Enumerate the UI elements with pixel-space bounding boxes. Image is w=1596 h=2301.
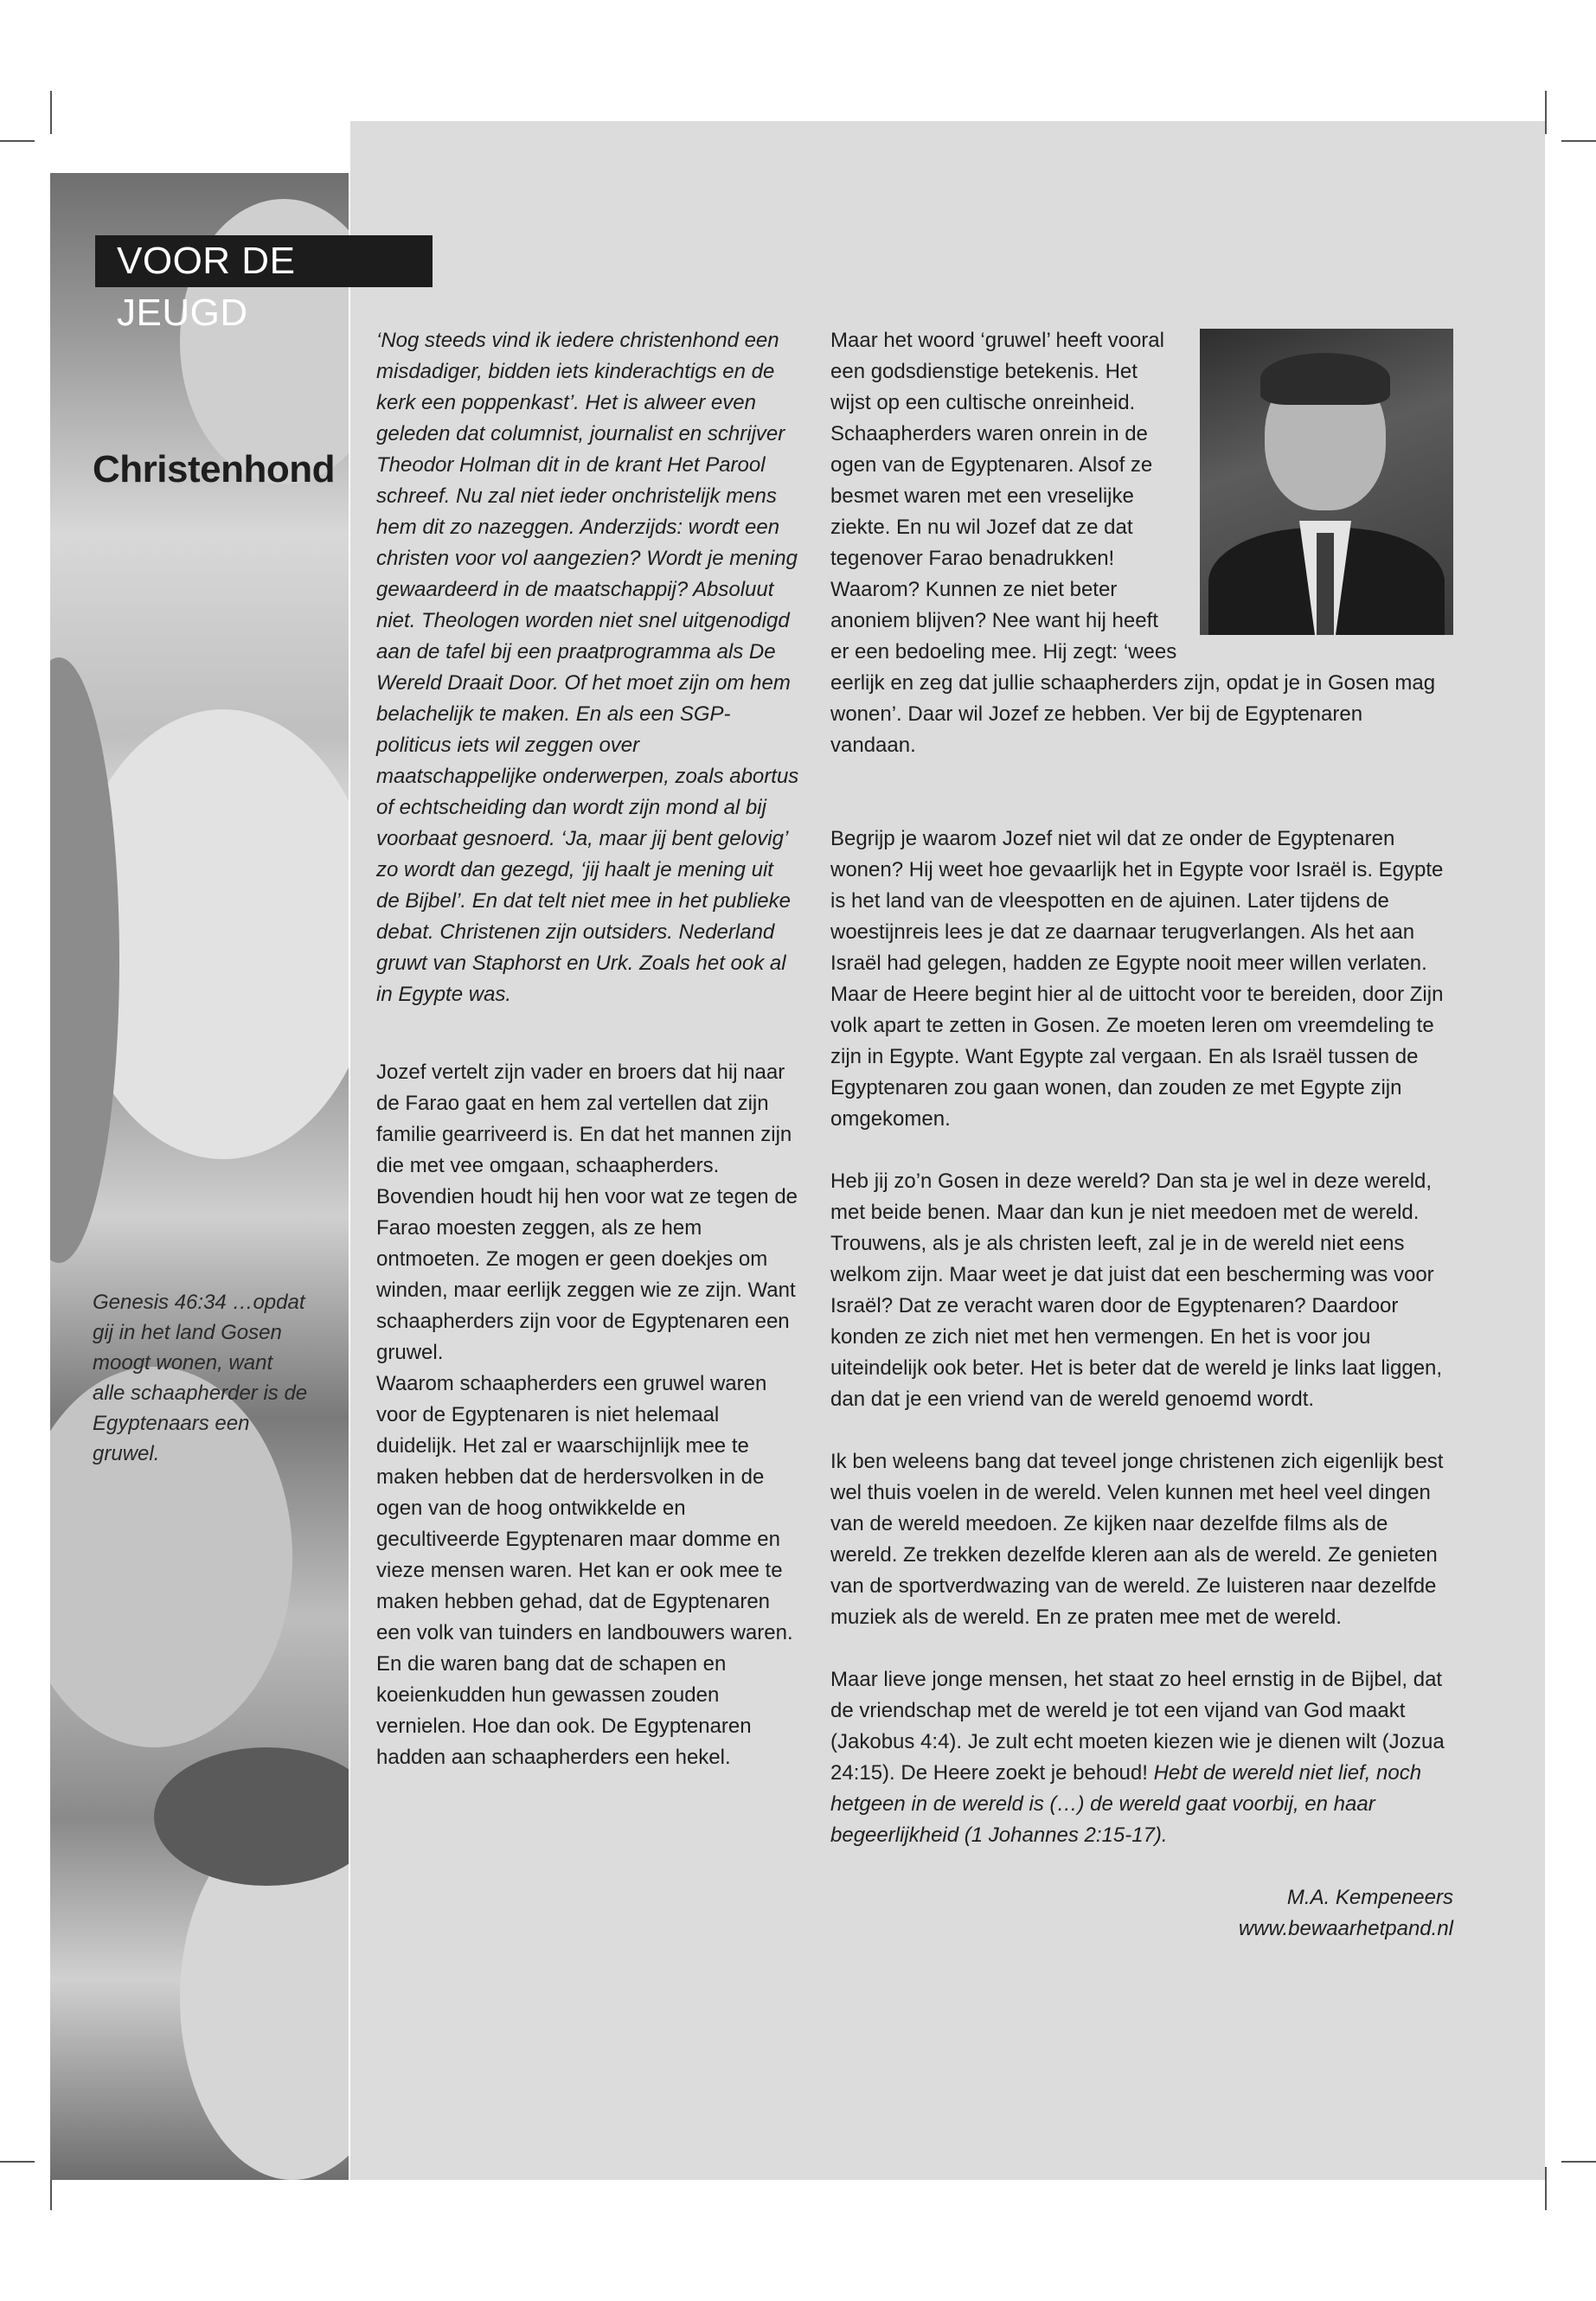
paragraph (830, 1664, 1453, 1851)
crop-mark (0, 2161, 35, 2163)
author-website[interactable]: www.bewaarhetpand.nl (1238, 1917, 1453, 1940)
bible-quote: Hebt de wereld niet lief, noch hetgeen in de wereld is (…) de wereld gaat voorbij, en haar begeerlijkheid (1 Johannes 2:15-17). (830, 1761, 1422, 1847)
crop-mark (50, 91, 52, 134)
paragraph: Heb jij zo’n Gosen in deze wereld? Dan sta je wel in deze wereld, met beide benen. Maar dan kun je niet meedoen met de wereld. Trouwens, als je als christen leeft, zal je in de wereld niet eens welkom zijn. Maar weet je dat juist dat een bescherming was voor Israël? Dat ze veracht waren door de Egyptenaren? Daardoor konden ze zich niet met hen vermengen. En het is voor jou uiteindelijk ook beter. Het is beter dat de wereld je links laat liggen, dan dat je een vriend van de wereld genoemd wordt. (830, 1170, 1443, 1411)
crop-mark (0, 140, 35, 142)
crop-mark (1545, 91, 1547, 134)
author-name: M.A. Kempeneers (1286, 1886, 1453, 1909)
paragraph: Jozef vertelt zijn vader en broers dat hij naar de Farao gaat en hem zal vertellen dat zijn familie gearriveerd is. En dat het mannen zijn die met vee omgaan, schaapherders. Bovendien houdt hij hen voor wat ze tegen de Farao moesten zeggen, als ze hem ontmoeten. Ze mogen er geen doekjes om winden, maar eerlijk zeggen wie ze zijn. Want schaapherders zijn voor de Egyptenaren een gruwel. (376, 1061, 798, 1364)
author-photo (1200, 329, 1453, 635)
paragraph: Begrijp je waarom Jozef niet wil dat ze onder de Egyptenaren wonen? Hij weet hoe gevaarlijk het in Egypte voor Israël is. Egypte is het land van de vleespotten en de ajuinen. Later tijdens de woestijnreis lees je dat ze daarnaar terugverlangen. Als het aan Israël had gelegen, hadden ze Egypte nooit meer willen verlaten. Maar de Heere begint hier al de uittocht voor te bereiden, door Zijn volk apart te zetten in Gosen. Ze moeten leren om vreemdeling te zijn in Egypte. Want Egypte zal vergaan. En als Israël tussen de Egyptenaren zou gaan wonen, dan zouden ze met Egypte zijn omgekomen. (830, 827, 1444, 1131)
paragraph-text: Maar lieve jonge mensen, het staat zo heel ernstig in de Bijbel, dat de vriendschap met de wereld je tot een vijand van God maakt (Jakobus 4:4). Je zult echt moeten kiezen wie je dienen wilt (Jozua 24:15). De Heere zoekt je behoud! (830, 1668, 1445, 1785)
section-label: VOOR DE JEUGD (95, 235, 433, 287)
sidebar-verse (93, 1287, 309, 1469)
paragraph: Waarom schaapherders een gruwel waren voor de Egyptenaren is niet helemaal duidelijk. Het zal er waarschijnlijk mee te maken hebben dat de herdersvolken in de ogen van de hoog ontwikkelde en gecultiveerde Egyptenaren maar domme en vieze mensen waren. Het kan er ook mee te maken hebben gehad, dat de Egyptenaren een volk van tuinders en landbouwers waren. En die waren bang dat de schapen en koeienkudden hun gewassen zouden vernielen. Hoe dan ook. De Egyptenaren hadden aan schaapherders een hekel. (376, 1372, 793, 1769)
hair-shape (154, 1747, 349, 1886)
column-left (376, 325, 800, 1773)
intro-paragraph: ‘Nog steeds vind ik iedere christenhond een misdadiger, bidden iets kinderachtigs en de kerk een poppenkast’. Het is alweer even geleden dat columnist, journalist en schrijver Theodor Holman dit in de krant Het Parool schreef. Nu zal niet ieder onchristelijk mens hem dit zo nazeggen. Anderzijds: wordt een christen voor vol aangezien? Wordt je mening gewaardeerd in de maatschappij? Absoluut niet. Theologen worden niet snel uitgenodigd aan de tafel bij een praatprogramma als De Wereld Draait Door. Of het moet zijn om hem belachelijk te maken. En als een SGP-politicus iets wil zeggen over maatschappelijke onderwerpen, zoals abortus of echtscheiding dan wordt zijn mond al bij voorbaat gesnoerd. ‘Ja, maar jij bent gelovig’ zo wordt dan gezegd, ‘jij haalt je mening uit de Bijbel’. En dat telt niet mee in het publieke debat. Christenen zijn outsiders. Nederland gruwt van Staphorst en Urk. Zoals het ook al in Egypte was. (376, 329, 799, 1006)
crop-mark (1545, 2167, 1547, 2210)
crop-mark (1561, 2161, 1596, 2163)
article-title: Christenhond (93, 448, 335, 490)
crop-mark (1561, 140, 1596, 142)
verse-text: Genesis 46:34 …opdat gij in het land Gosen moogt wonen, want alle schaapherder is de Egyptenaars een gruwel. (93, 1291, 308, 1465)
paragraph: Ik ben weleens bang dat teveel jonge christenen zich eigenlijk best wel thuis voelen in de wereld. Velen kunnen met heel veel dingen van de wereld meedoen. Ze kijken naar dezelfde films als de wereld. Ze trekken dezelfde kleren aan als de wereld. Ze genieten van de sportverdwazing van de wereld. Ze luisteren naar dezelfde muziek als de wereld. En ze praten mee met de wereld. (830, 1450, 1444, 1629)
hair-shape (50, 657, 119, 1263)
paragraph: Maar het woord ‘gruwel’ heeft vooral een godsdienstige betekenis. Het wijst op een cultische onreinheid. Schaapherders waren onrein in de ogen van de Egyptenaren. Alsof ze besmet waren met een vreselijke ziekte. En nu wil Jozef dat ze dat tegenover Farao benadrukken! Waarom? Kunnen ze niet beter anoniem blijven? Nee want hij heeft er een bedoeling mee. Hij zegt: ‘wees eerlijk en zeg dat jullie schaapherders zijn, opdat je in Gosen mag wonen’. Daar wil Jozef ze hebben. Ver bij de Egyptenaren vandaan. (830, 329, 1436, 757)
column-right (830, 325, 1453, 1945)
